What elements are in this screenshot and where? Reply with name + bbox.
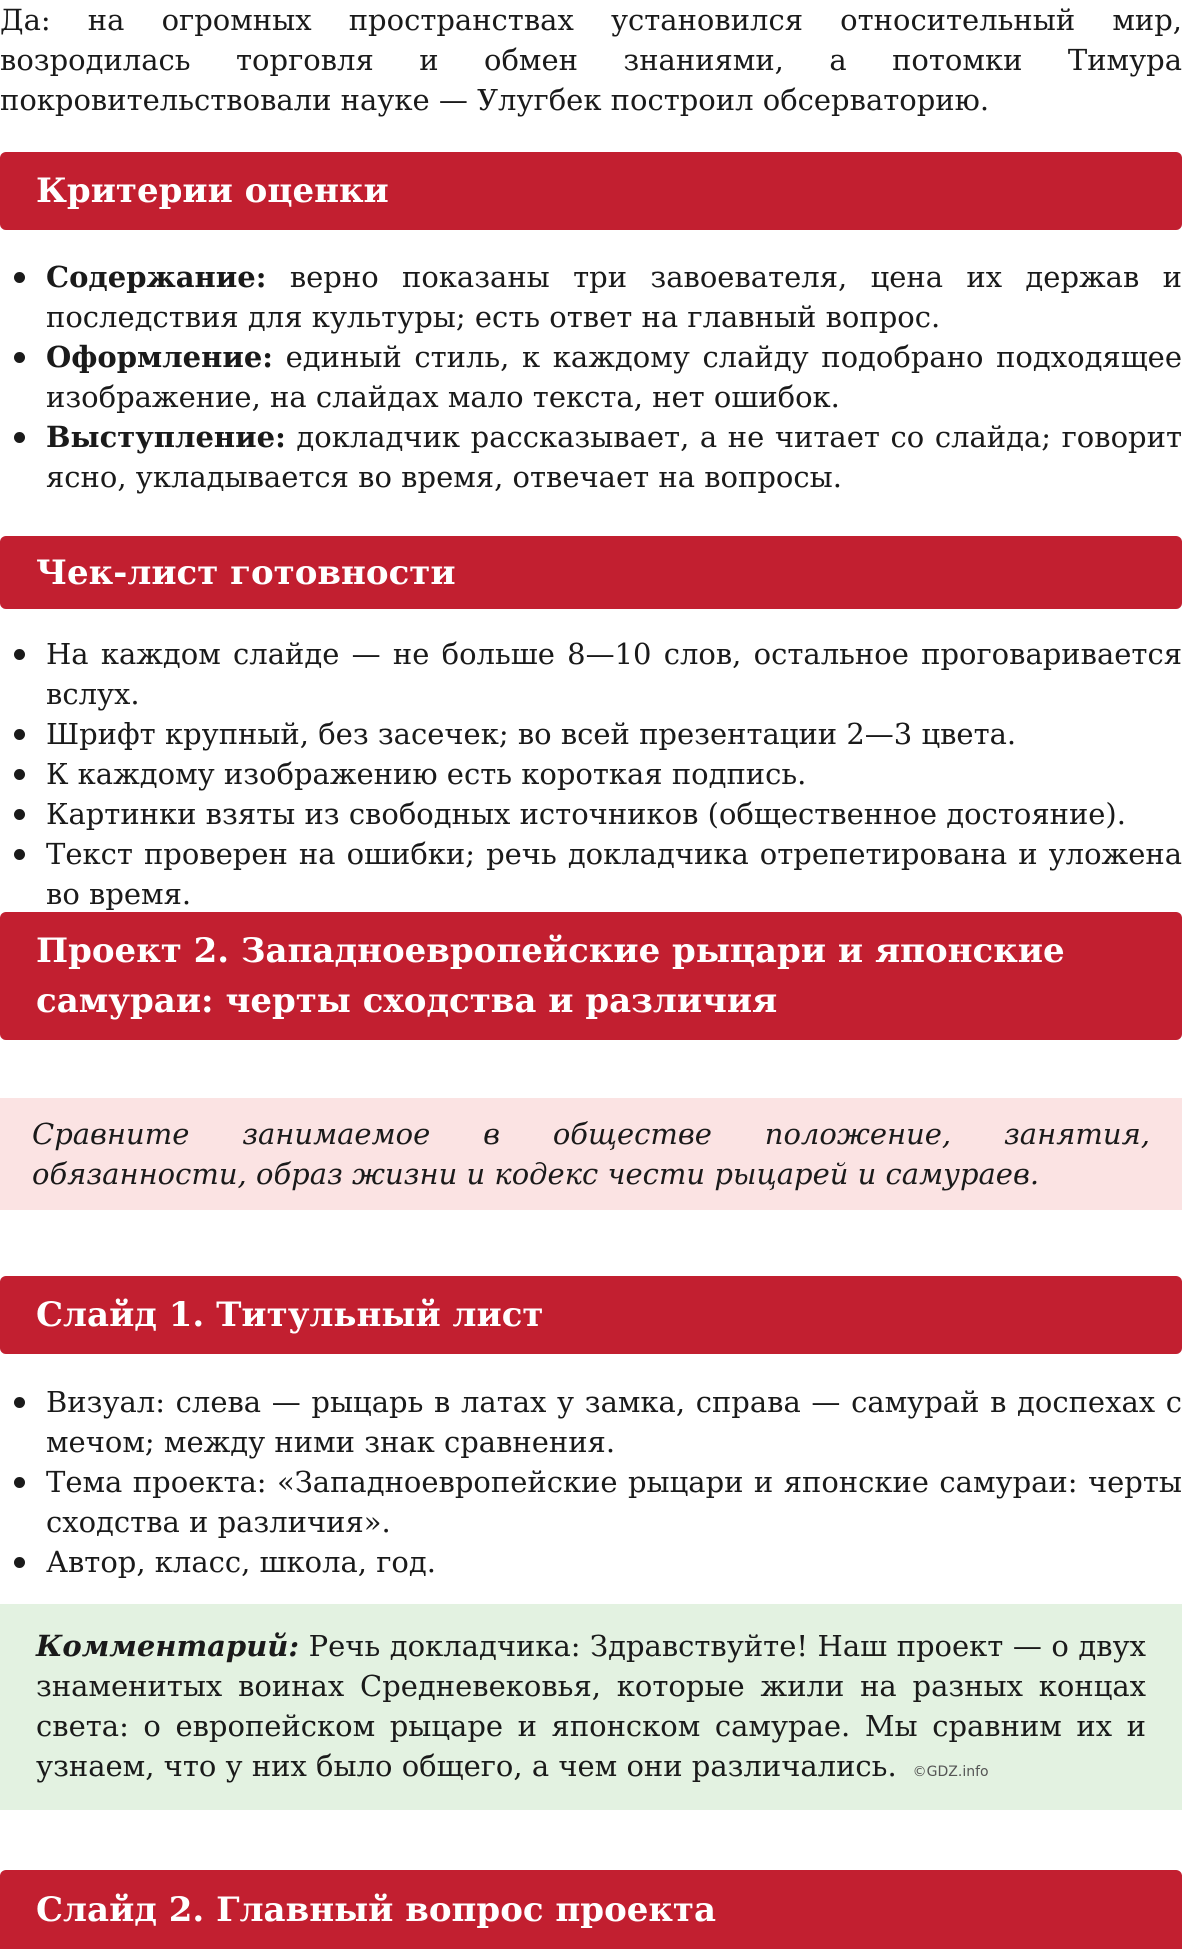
list-item: На каждом слайде — не больше 8—10 слов, остальное проговаривается вслух.: [0, 634, 1182, 714]
section-heading-criteria: [0, 152, 1182, 230]
comment-text: Речь докладчика: Здравствуйте! Наш проект — о двух знаменитых воинах Средневековья, которые жили на разных концах света: о европейском рыцаре и японском самурае. Мы сравним их и узнаем, что у них было общего, а чем они различались.: [36, 1629, 1146, 1783]
criteria-heading: Критерии оценки: [36, 171, 389, 211]
criteria-list: [0, 257, 1182, 497]
intro-paragraph: [0, 0, 1182, 120]
list-item: [0, 337, 1182, 417]
criteria-term: Оформление:: [46, 340, 274, 374]
credit-mark: ©GDZ.info: [912, 1764, 989, 1780]
list-item: Тема проекта: «Западноевропейские рыцари и японские самураи: черты сходства и различия».: [0, 1462, 1182, 1542]
section-heading-project2: [0, 912, 1182, 1040]
list-item: [0, 257, 1182, 337]
slide2-heading: Слайд 2. Главный вопрос проекта: [36, 1889, 717, 1930]
checklist-list: [0, 634, 1182, 914]
intro-text: Да: на огромных пространствах установился относительный мир, возродилась торговля и обмен знаниями, а потомки Тимура покровительствовали науке — Улугбек построил обсерваторию.: [0, 3, 1182, 117]
list-item: [0, 417, 1182, 497]
comment-label: Комментарий:: [36, 1629, 300, 1663]
slide1-list: [0, 1382, 1182, 1582]
list-item: К каждому изображению есть короткая подпись.: [0, 754, 1182, 794]
section-heading-slide1: [0, 1276, 1182, 1354]
project2-task: Сравните занимаемое в обществе положение, занятия, обязанности, образ жизни и кодекс чести рыцарей и самураев.: [32, 1117, 1150, 1191]
criteria-term: Выступление:: [46, 420, 286, 454]
project2-task-box: [0, 1098, 1182, 1210]
section-heading-slide2: [0, 1870, 1182, 1949]
list-item: Шрифт крупный, без засечек; во всей презентации 2—3 цвета.: [0, 714, 1182, 754]
list-item: Автор, класс, школа, год.: [0, 1542, 1182, 1582]
list-item: Визуал: слева — рыцарь в латах у замка, справа — самурай в доспехах с мечом; между ними знак сравнения.: [0, 1382, 1182, 1462]
criteria-text: докладчик рассказывает, а не читает со слайда; говорит ясно, укладывается во время, отвечает на вопросы.: [46, 420, 1182, 494]
list-item: Картинки взяты из свободных источников (общественное достояние).: [0, 794, 1182, 834]
criteria-text: единый стиль, к каждому слайду подобрано подходящее изображение, на слайдах мало текста, нет ошибок.: [46, 340, 1182, 414]
list-item: Текст проверен на ошибки; речь докладчика отрепетирована и уложена во время.: [0, 834, 1182, 914]
criteria-term: Содержание:: [46, 260, 267, 294]
slide1-comment-box: [0, 1604, 1182, 1810]
checklist-heading: Чек-лист готовности: [36, 552, 456, 593]
criteria-text: верно показаны три завоевателя, цена их держав и последствия для культуры; есть ответ на главный вопрос.: [46, 260, 1182, 334]
section-heading-checklist: [0, 536, 1182, 609]
project2-heading: Проект 2. Западноевропейские рыцари и японские самураи: черты сходства и различия: [36, 931, 1065, 1021]
slide1-heading: Слайд 1. Титульный лист: [36, 1295, 544, 1335]
